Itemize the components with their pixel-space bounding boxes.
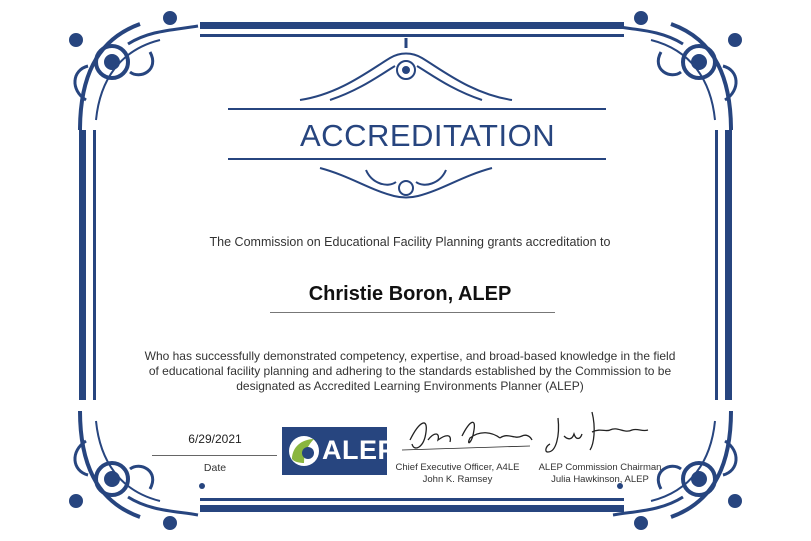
chair-role: ALEP Commission Chairman: [538, 462, 662, 473]
ceo-name: John K. Ramsey: [422, 474, 493, 485]
title-rule-top: [228, 108, 606, 110]
title-crown-ornament: [300, 38, 512, 100]
bottom-outer-bar: [200, 505, 624, 512]
recipient-underline: [270, 312, 555, 313]
bottom-left-dot: [199, 483, 205, 489]
alep-logo-mark-icon: [282, 427, 322, 475]
right-outer-bar: [725, 130, 732, 400]
ceo-signature: [402, 422, 532, 450]
certificate-title: ACCREDITATION: [300, 118, 556, 153]
date-underline: [152, 455, 277, 456]
corner-ornament-top-left: [71, 13, 198, 130]
body-text: Who has successfully demonstrated competency, expertise, and broad-based knowledge in the field of educational facility planning and adhering to the standards established by the Commission to be designated as Accredited Learning Environments Planner (ALEP): [144, 349, 676, 393]
title-rule-bottom: [228, 158, 606, 160]
left-inner-bar: [93, 130, 96, 400]
top-inner-bar: [200, 34, 624, 37]
bottom-inner-bar: [200, 498, 624, 501]
left-outer-bar: [79, 130, 86, 400]
intro-text: The Commission on Educational Facility Planning grants accreditation to: [209, 235, 611, 249]
top-outer-bar: [200, 22, 624, 29]
corner-ornament-top-right: [613, 13, 740, 130]
alep-logo: [282, 427, 397, 475]
date-value: 6/29/2021: [188, 432, 242, 446]
ceo-role: Chief Executive Officer, A4LE: [395, 462, 520, 473]
alep-logo-text: ALEP: [322, 435, 397, 465]
date-label: Date: [203, 462, 227, 474]
recipient-name: Christie Boron, ALEP: [308, 283, 512, 305]
chair-signature: [546, 412, 648, 452]
right-inner-bar: [715, 130, 718, 400]
title-bottom-ornament: [320, 168, 492, 198]
chair-name: Julia Hawkinson, ALEP: [551, 474, 649, 485]
